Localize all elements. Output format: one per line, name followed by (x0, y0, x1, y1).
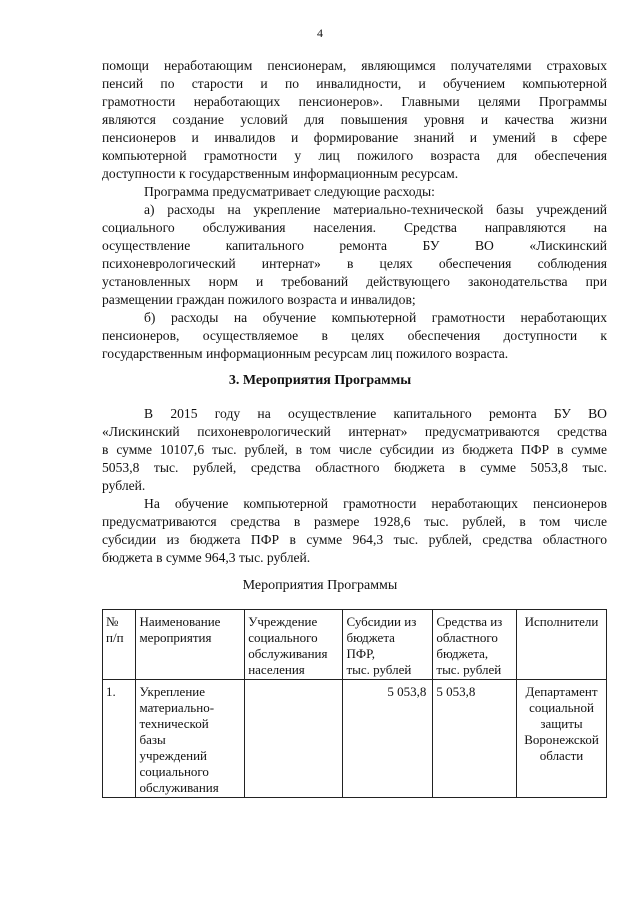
header-line: областного (436, 630, 498, 645)
cell-line: Укрепление (139, 684, 205, 699)
cell-institution (245, 680, 343, 798)
text-line: На обучение компьютерной грамотности неработающих пенсионеров (144, 496, 607, 511)
header-line: Исполнители (524, 614, 599, 629)
text-line: субсидии из бюджета ПФР в сумме 964,3 тыс. рублей, средства областного (102, 532, 607, 547)
header-regional-funds (433, 610, 517, 680)
header-line: ПФР, (346, 646, 375, 661)
cell-line: защиты (540, 716, 583, 731)
text-line: являются создание условий для повышения уровня и качества жизни (102, 112, 607, 127)
text-line: пенсий по старости и по инвалидности, и обучением компьютерной (102, 76, 607, 91)
section-heading: 3. Мероприятия Программы (228, 373, 412, 388)
header-num (103, 610, 136, 680)
text-line: «Лискинский психоневрологический интернат» предусматриваются средства (102, 424, 607, 439)
cell-regional-funds: 5 053,8 (433, 680, 517, 798)
header-line: п/п (106, 630, 124, 645)
header-line: № (106, 614, 119, 629)
header-executors (517, 610, 607, 680)
cell-line: области (539, 748, 584, 763)
header-line: обслуживания (248, 646, 328, 661)
header-line: мероприятия (139, 630, 212, 645)
cell-line: учреждений (139, 748, 207, 763)
header-event-name (136, 610, 245, 680)
text-line: а) расходы на укрепление материально-технической базы учреждений (144, 202, 607, 217)
cell-pfr-subsidy: 5 053,8 (343, 680, 433, 798)
header-line: Учреждение (248, 614, 318, 629)
text-line: доступности к государственным информационным ресурсам. (102, 166, 459, 181)
header-pfr-subsidy (343, 610, 433, 680)
text-line: государственным информационным ресурсам лиц пожилого возраста. (102, 346, 509, 361)
cell-line: обслуживания (139, 780, 219, 795)
header-line: бюджета, (436, 646, 489, 661)
page-number: 4 (317, 26, 323, 40)
text-line: социального обслуживания населения. Средства направляются на (102, 220, 607, 235)
text-line: В 2015 году на осуществление капитального ремонта БУ ВО (144, 406, 607, 421)
text-line: предусматриваются средства в размере 1928,6 тыс. рублей, в том числе (102, 514, 607, 529)
text-line: рублей. (102, 478, 146, 493)
cell-line: технической (139, 716, 209, 731)
cell-line: социальной (529, 700, 594, 715)
text-line: пенсионеров и инвалидов и формирование знаний и умений в сфере (102, 130, 607, 145)
table-row (103, 680, 607, 798)
cell-event-name (136, 680, 245, 798)
header-line: Средства из (436, 614, 503, 629)
text-line: б) расходы на обучение компьютерной грамотности неработающих (144, 310, 607, 325)
text-line: пенсионеров, осуществляемое в целях обеспечения доступности к (102, 328, 607, 343)
text-line: помощи неработающим пенсионерам, являющимся получателями страховых (102, 58, 607, 73)
program-events-table (102, 609, 607, 798)
cell-num: 1. (103, 680, 136, 798)
header-line: Субсидии из (346, 614, 417, 629)
table-title: Мероприятия Программы (242, 578, 398, 593)
text-line: грамотности неработающих пенсионеров». Главными целями Программы (102, 94, 607, 109)
header-line: бюджета (346, 630, 395, 645)
text-line: Программа предусматривает следующие расходы: (144, 184, 435, 199)
text-line: бюджета в сумме 964,3 тыс. рублей. (102, 550, 311, 565)
cell-line: материально- (139, 700, 215, 715)
cell-executors (517, 680, 607, 798)
cell-line: Воронежской (524, 732, 599, 747)
cell-line: социального (139, 764, 209, 779)
text-line: размещении граждан пожилого возраста и инвалидов; (102, 292, 416, 307)
header-line: социального (248, 630, 318, 645)
text-line: компьютерной грамотности у лиц пожилого возраста для обеспечения (102, 148, 607, 163)
header-line: тыс. рублей (346, 662, 412, 677)
text-line: 5053,8 тыс. рублей, средства областного бюджета в сумме 5053,8 тыс. (102, 460, 607, 475)
text-line: осуществление капитального ремонта БУ ВО «Лискинский (102, 238, 607, 253)
cell-line: Департамент (525, 684, 598, 699)
text-line: установленных норм и требований действующего законодательства при (102, 274, 607, 289)
table-header-row (103, 610, 607, 680)
header-line: тыс. рублей (436, 662, 502, 677)
header-line: населения (248, 662, 305, 677)
header-line: Наименование (139, 614, 221, 629)
header-institution (245, 610, 343, 680)
text-line: в сумме 10107,6 тыс. рублей, в том числе субсидии из бюджета ПФР в сумме (102, 442, 607, 457)
cell-line: базы (139, 732, 166, 747)
text-line: психоневрологический интернат» в целях обеспечения соблюдения (102, 256, 607, 271)
